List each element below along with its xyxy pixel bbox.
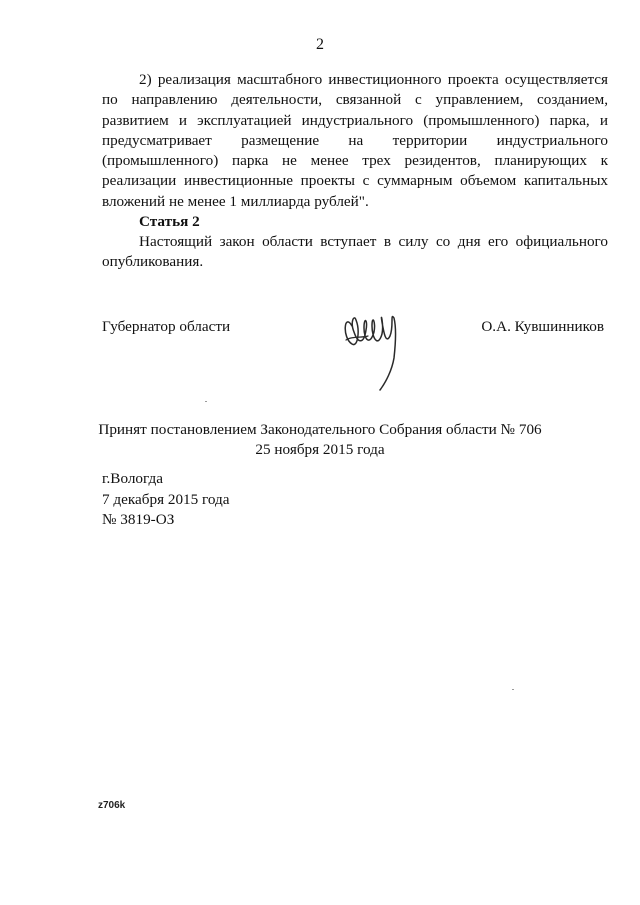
signature-name: О.А. Кувшинников	[481, 318, 604, 335]
adoption-note	[0, 420, 640, 460]
page-number: 2	[316, 36, 324, 53]
signature-title: Губернатор области	[102, 318, 231, 335]
adoption-line-2: 25 ноября 2015 года	[255, 441, 385, 458]
scan-speck	[205, 401, 207, 402]
clause-2-text: 2) реализация масштабного инвестиционного проекта осуществляется по направлению деятельности, связанной с управлением, созданием, развитием и эксплуатацией индустриального (промышленного) парка, и предусматривает размещение на территории индустриального (промышленного) парка не менее трех резидентов, планирующих к реализации инвестиционные проекты с суммарным объемом капитальных вложений не менее 1 миллиарда рублей".	[102, 71, 608, 210]
footer-code: z706k	[98, 800, 126, 811]
article-2-heading: Статья 2	[139, 213, 200, 230]
place-date-block	[102, 469, 230, 531]
law-number: № 3819-ОЗ	[102, 511, 175, 528]
article-2-text: Настоящий закон области вступает в силу со дня его официального опубликования.	[102, 233, 608, 271]
scan-speck	[512, 689, 514, 690]
adoption-line-1: Принят постановлением Законодательного Собрания области № 706	[98, 421, 542, 438]
law-date: 7 декабря 2015 года	[102, 490, 230, 508]
place-city: г.Вологда	[102, 470, 163, 487]
handwritten-signature	[338, 300, 410, 392]
